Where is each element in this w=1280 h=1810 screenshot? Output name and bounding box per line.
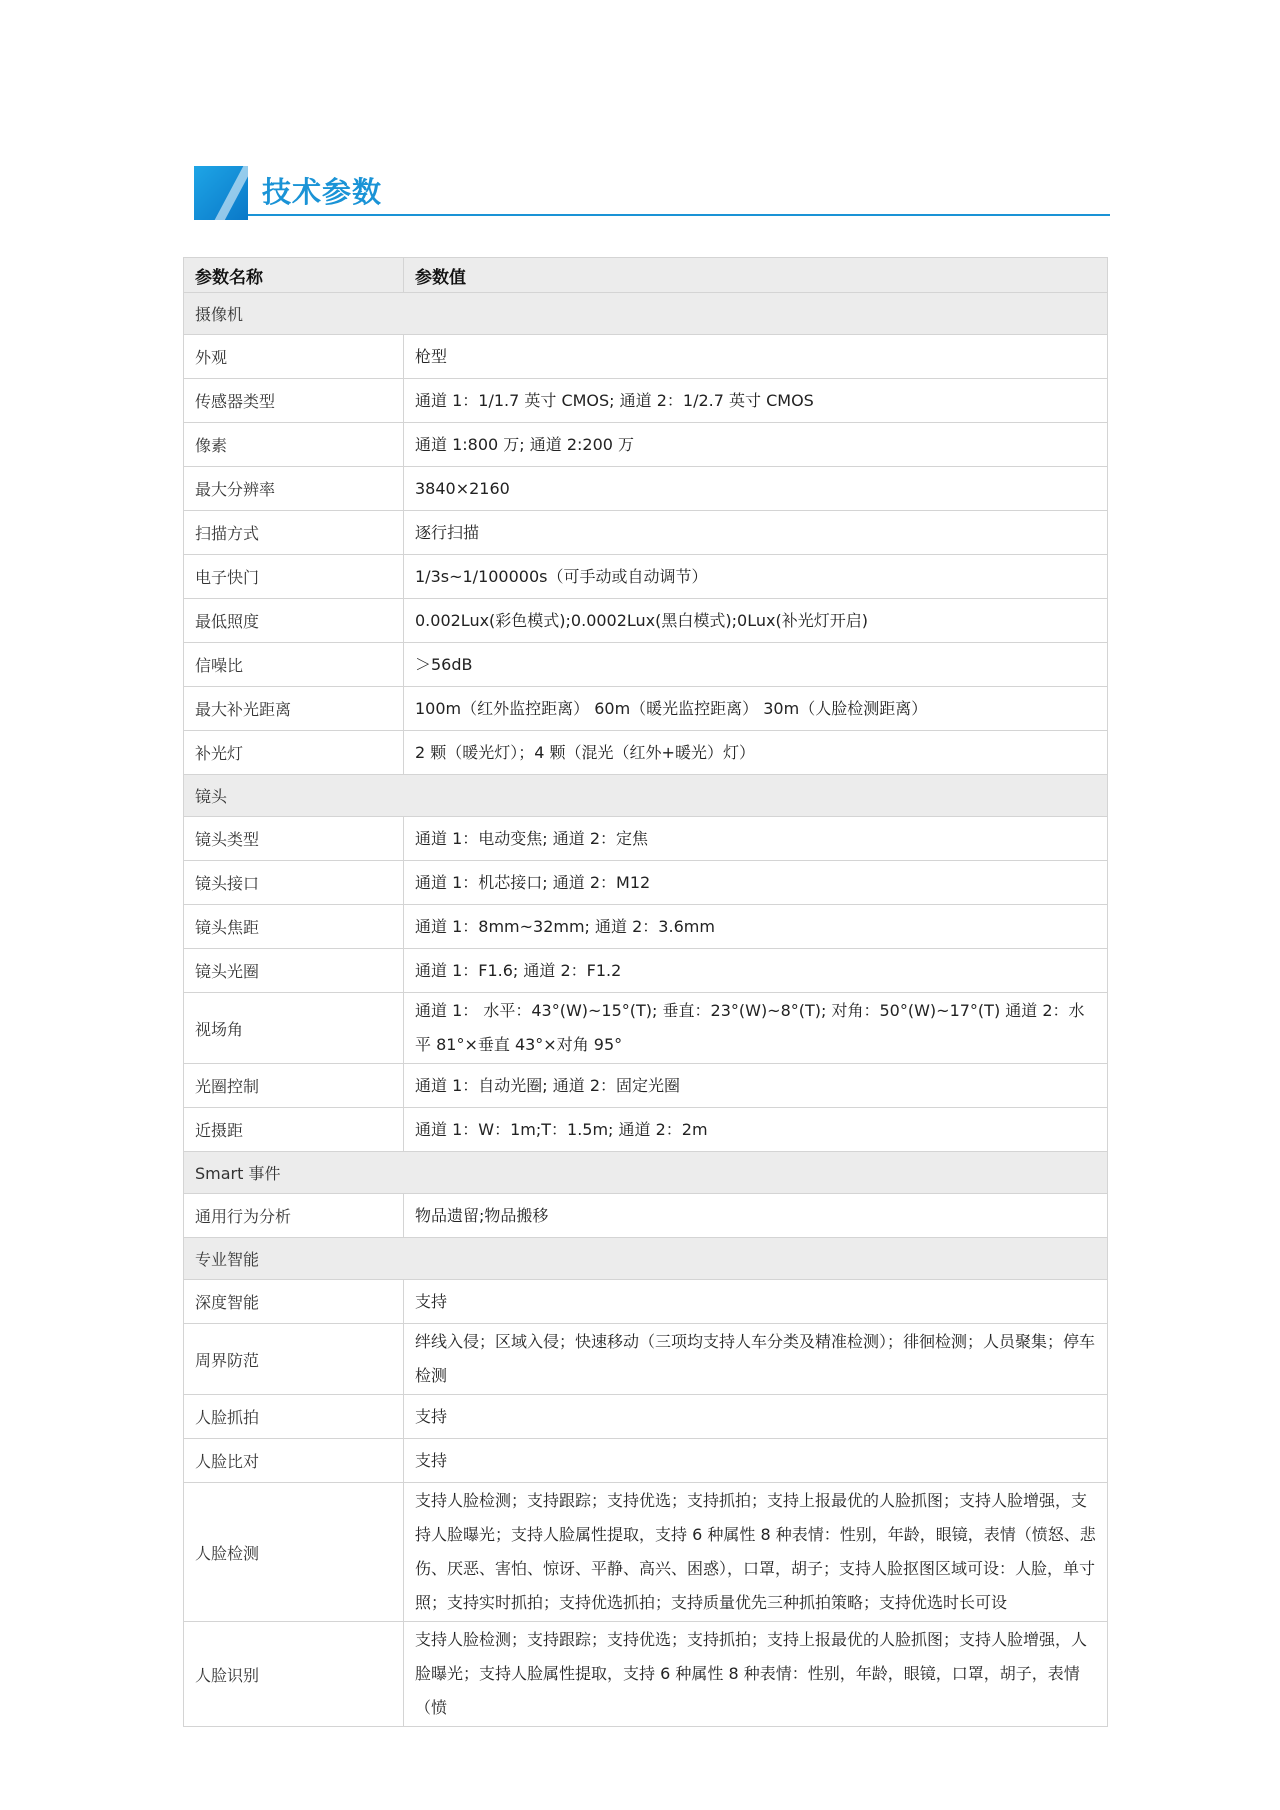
- section-label: 摄像机: [184, 293, 1108, 335]
- param-name: 补光灯: [184, 731, 404, 775]
- table-row: [184, 861, 1108, 905]
- param-name: 像素: [184, 423, 404, 467]
- param-value: 通道 1：1/1.7 英寸 CMOS; 通道 2：1/2.7 英寸 CMOS: [404, 379, 1108, 423]
- table-row: [184, 599, 1108, 643]
- param-name: 镜头光圈: [184, 949, 404, 993]
- table-row: [184, 555, 1108, 599]
- param-value: 通道 1:800 万; 通道 2:200 万: [404, 423, 1108, 467]
- param-value: 通道 1：W：1m;T：1.5m; 通道 2：2m: [404, 1108, 1108, 1152]
- table-row: [184, 1108, 1108, 1152]
- param-name: 人脸检测: [184, 1483, 404, 1622]
- param-name: 扫描方式: [184, 511, 404, 555]
- param-value: 逐行扫描: [404, 511, 1108, 555]
- param-name: 最大补光距离: [184, 687, 404, 731]
- param-value: 3840×2160: [404, 467, 1108, 511]
- param-name: 人脸抓拍: [184, 1395, 404, 1439]
- title-underline: [248, 214, 1110, 216]
- param-value: 枪型: [404, 335, 1108, 379]
- table-row: [184, 511, 1108, 555]
- table-row: [184, 1483, 1108, 1622]
- param-value: 支持: [404, 1280, 1108, 1324]
- param-name: 传感器类型: [184, 379, 404, 423]
- param-value: 通道 1：机芯接口; 通道 2：M12: [404, 861, 1108, 905]
- param-name: 近摄距: [184, 1108, 404, 1152]
- param-name: 镜头焦距: [184, 905, 404, 949]
- spec-table-body: [184, 293, 1108, 1727]
- param-name: 最低照度: [184, 599, 404, 643]
- param-name: 视场角: [184, 993, 404, 1064]
- param-value: 通道 1：F1.6; 通道 2：F1.2: [404, 949, 1108, 993]
- column-header-name: 参数名称: [184, 258, 404, 293]
- table-row: [184, 467, 1108, 511]
- param-name: 人脸比对: [184, 1439, 404, 1483]
- section-row: [184, 1238, 1108, 1280]
- param-value: 0.002Lux(彩色模式);0.0002Lux(黑白模式);0Lux(补光灯开启): [404, 599, 1108, 643]
- table-row: [184, 1395, 1108, 1439]
- spec-table: [183, 257, 1108, 1727]
- table-row: [184, 379, 1108, 423]
- param-value: ＞56dB: [404, 643, 1108, 687]
- param-value: 绊线入侵；区域入侵；快速移动（三项均支持人车分类及精准检测）；徘徊检测；人员聚集；停车检测: [404, 1324, 1108, 1395]
- section-header: [194, 166, 1110, 220]
- section-row: [184, 293, 1108, 335]
- section-row: [184, 1152, 1108, 1194]
- page-title: 技术参数: [262, 175, 383, 209]
- table-row: [184, 1324, 1108, 1395]
- table-row: [184, 1064, 1108, 1108]
- param-value: 物品遗留;物品搬移: [404, 1194, 1108, 1238]
- table-row: [184, 949, 1108, 993]
- table-row: [184, 905, 1108, 949]
- param-name: 周界防范: [184, 1324, 404, 1395]
- table-row: [184, 1622, 1108, 1727]
- param-name: 电子快门: [184, 555, 404, 599]
- param-value: 支持人脸检测；支持跟踪；支持优选；支持抓拍；支持上报最优的人脸抓图；支持人脸增强，人脸曝光；支持人脸属性提取，支持 6 种属性 8 种表情：性别，年龄，眼镜，口罩，胡子，表情（愤: [404, 1622, 1108, 1727]
- table-row: [184, 731, 1108, 775]
- param-value: 支持: [404, 1439, 1108, 1483]
- table-row: [184, 817, 1108, 861]
- param-value: 通道 1：电动变焦; 通道 2：定焦: [404, 817, 1108, 861]
- section-label: Smart 事件: [184, 1152, 1108, 1194]
- column-header-value: 参数值: [404, 258, 1108, 293]
- table-row: [184, 335, 1108, 379]
- param-name: 外观: [184, 335, 404, 379]
- table-row: [184, 423, 1108, 467]
- param-value: 通道 1：自动光圈; 通道 2：固定光圈: [404, 1064, 1108, 1108]
- param-name: 镜头接口: [184, 861, 404, 905]
- table-row: [184, 1194, 1108, 1238]
- table-row: [184, 1439, 1108, 1483]
- param-value: 2 颗（暖光灯）；4 颗（混光（红外+暖光）灯）: [404, 731, 1108, 775]
- param-value: 支持人脸检测；支持跟踪；支持优选；支持抓拍；支持上报最优的人脸抓图；支持人脸增强，支持人脸曝光；支持人脸属性提取，支持 6 种属性 8 种表情：性别，年龄，眼镜，表情（愤怒、悲伤、厌恶、害怕、惊讶、平静、高兴、困惑），口罩，胡子；支持人脸抠图区域可设：人脸，单寸照；支持实时抓拍；支持优选抓拍；支持质量优先三种抓拍策略；支持优选时长可设: [404, 1483, 1108, 1622]
- param-name: 光圈控制: [184, 1064, 404, 1108]
- param-value: 通道 1：8mm~32mm; 通道 2：3.6mm: [404, 905, 1108, 949]
- table-row: [184, 1280, 1108, 1324]
- param-name: 人脸识别: [184, 1622, 404, 1727]
- section-marker-icon: [194, 166, 248, 220]
- param-value: 支持: [404, 1395, 1108, 1439]
- param-value: 通道 1： 水平：43°(W)~15°(T); 垂直：23°(W)~8°(T); 对角：50°(W)~17°(T) 通道 2：水平 81°×垂直 43°×对角 95°: [404, 993, 1108, 1064]
- param-name: 深度智能: [184, 1280, 404, 1324]
- section-label: 专业智能: [184, 1238, 1108, 1280]
- param-value: 100m（红外监控距离） 60m（暖光监控距离） 30m（人脸检测距离）: [404, 687, 1108, 731]
- param-name: 最大分辨率: [184, 467, 404, 511]
- param-name: 镜头类型: [184, 817, 404, 861]
- table-header-row: [184, 258, 1108, 293]
- section-row: [184, 775, 1108, 817]
- table-row: [184, 643, 1108, 687]
- table-row: [184, 993, 1108, 1064]
- param-name: 通用行为分析: [184, 1194, 404, 1238]
- param-name: 信噪比: [184, 643, 404, 687]
- table-row: [184, 687, 1108, 731]
- param-value: 1/3s~1/100000s（可手动或自动调节）: [404, 555, 1108, 599]
- section-label: 镜头: [184, 775, 1108, 817]
